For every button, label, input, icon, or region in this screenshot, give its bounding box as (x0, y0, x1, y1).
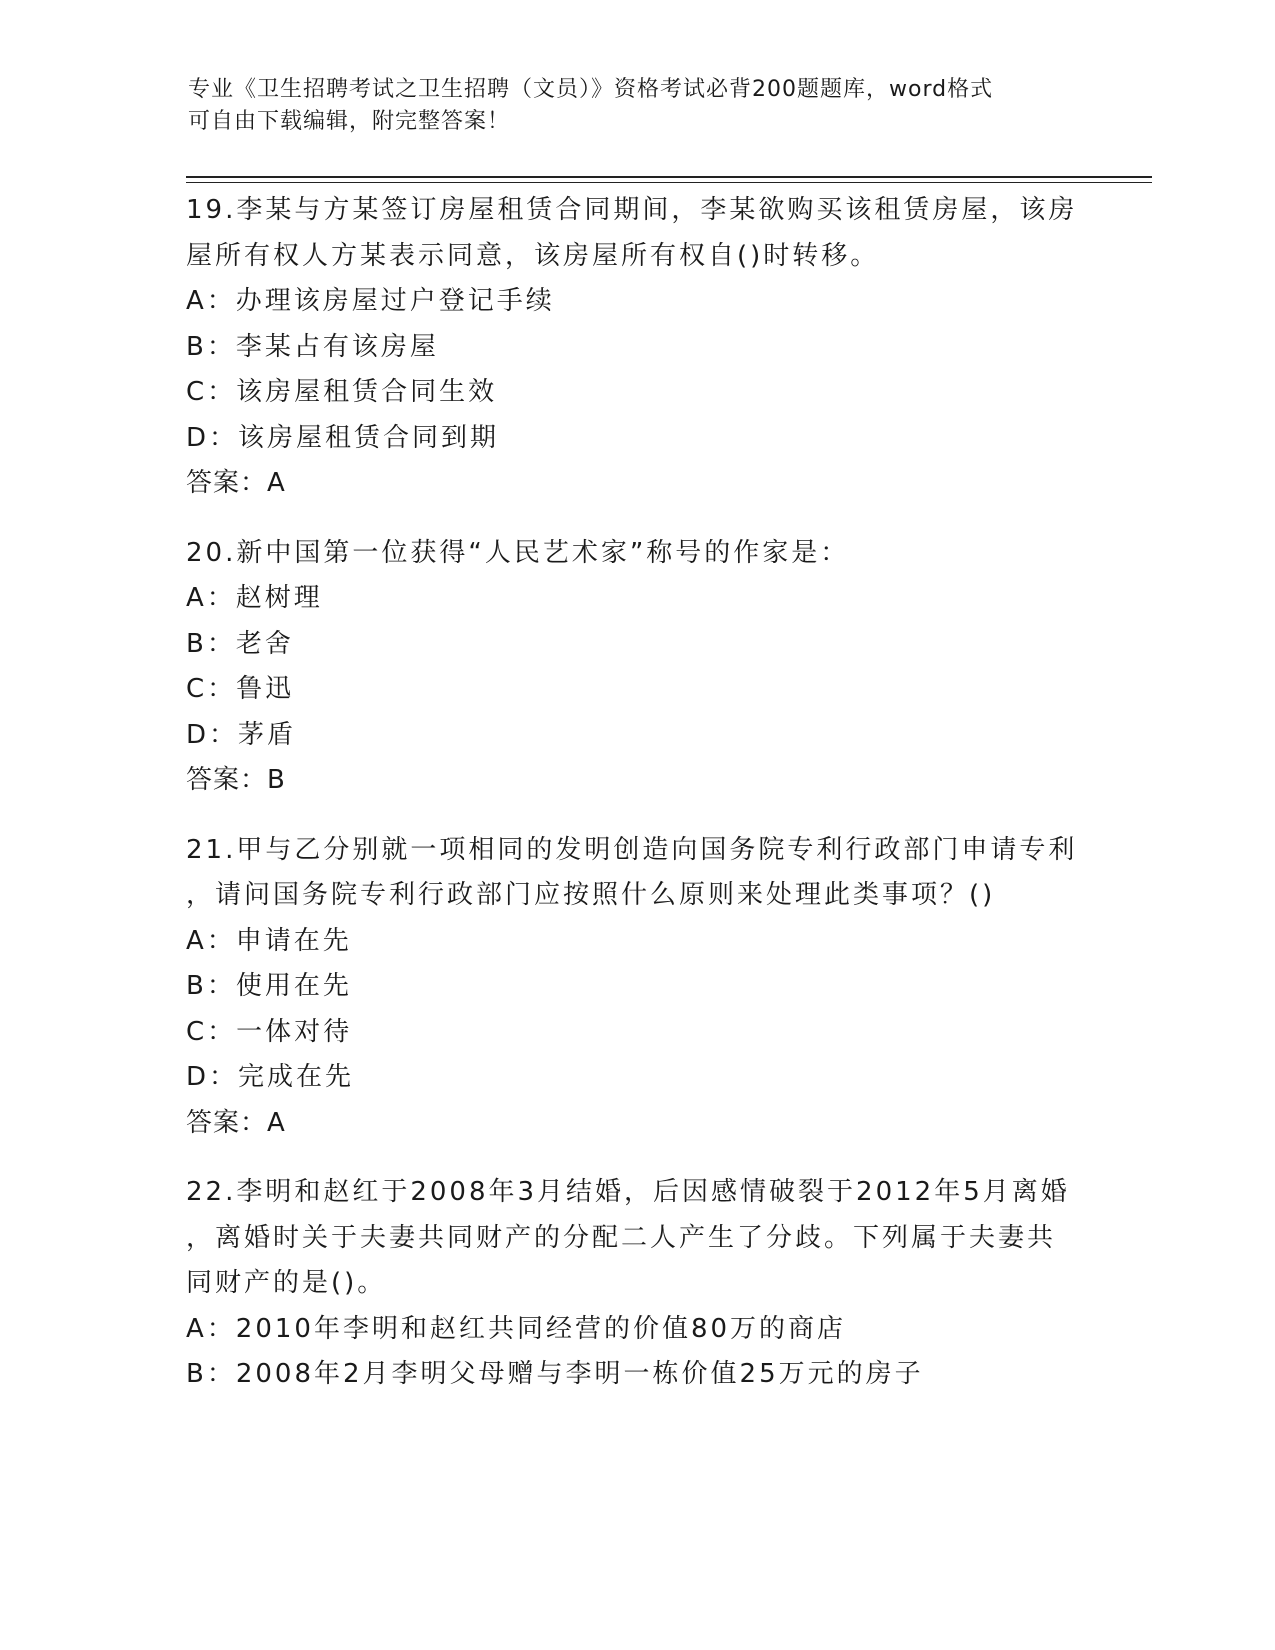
answer: 答案：B (186, 765, 286, 795)
question-text: 同财产的是()。 (186, 1268, 387, 1298)
option-b: B：使用在先 (186, 971, 352, 1001)
option-b: B：李某占有该房屋 (186, 331, 439, 362)
option-c: C：鲁迅 (186, 674, 295, 704)
question-21 (186, 828, 1086, 1147)
option-a: A：2010年李明和赵红共同经营的价值80万的商店 (186, 1313, 847, 1344)
question-text: 19.李某与方某签订房屋租赁合同期间，李某欲购买该租赁房屋，该房 (186, 195, 1078, 225)
option-a: A：赵树理 (186, 583, 323, 613)
option-c: C：一体对待 (186, 1016, 353, 1047)
question-text: ，离婚时关于夫妻共同财产的分配二人产生了分歧。下列属于夫妻共 (186, 1222, 1057, 1253)
header-line: 可自由下载编辑，附完整答案！ (188, 109, 511, 134)
option-b: B：老舍 (186, 628, 294, 659)
question-text: 22.李明和赵红于2008年3月结婚，后因感情破裂于2012年5月离婚 (186, 1177, 1070, 1207)
option-d: D：该房屋租赁合同到期 (186, 422, 500, 453)
header-divider-thin (186, 182, 1152, 183)
option-b: B：2008年2月李明父母赠与李明一栋价值25万元的房子 (186, 1359, 924, 1389)
document-header (188, 74, 1068, 138)
question-text: ，请问国务院专利行政部门应按照什么原则来处理此类事项？() (186, 880, 996, 910)
option-d: D：完成在先 (186, 1062, 355, 1092)
question-19 (186, 188, 1086, 507)
question-20 (186, 531, 1086, 804)
answer: 答案：A (186, 468, 286, 498)
answer: 答案：A (186, 1107, 286, 1138)
question-22 (186, 1170, 1086, 1398)
header-line: 专业《卫生招聘考试之卫生招聘（文员）》资格考试必背200题题库，word格式 (188, 77, 994, 102)
question-text: 20.新中国第一位获得“人民艺术家”称号的作家是： (186, 537, 850, 568)
option-d: D：茅盾 (186, 719, 297, 750)
question-text: 屋所有权人方某表示同意，该房屋所有权自()时转移。 (186, 240, 880, 271)
option-c: C：该房屋租赁合同生效 (186, 377, 498, 407)
question-list (186, 188, 1086, 1422)
option-a: A：办理该房屋过户登记手续 (186, 286, 555, 316)
option-a: A：申请在先 (186, 925, 352, 956)
header-divider (186, 176, 1152, 178)
question-text: 21.甲与乙分别就一项相同的发明创造向国务院专利行政部门申请专利 (186, 834, 1078, 865)
